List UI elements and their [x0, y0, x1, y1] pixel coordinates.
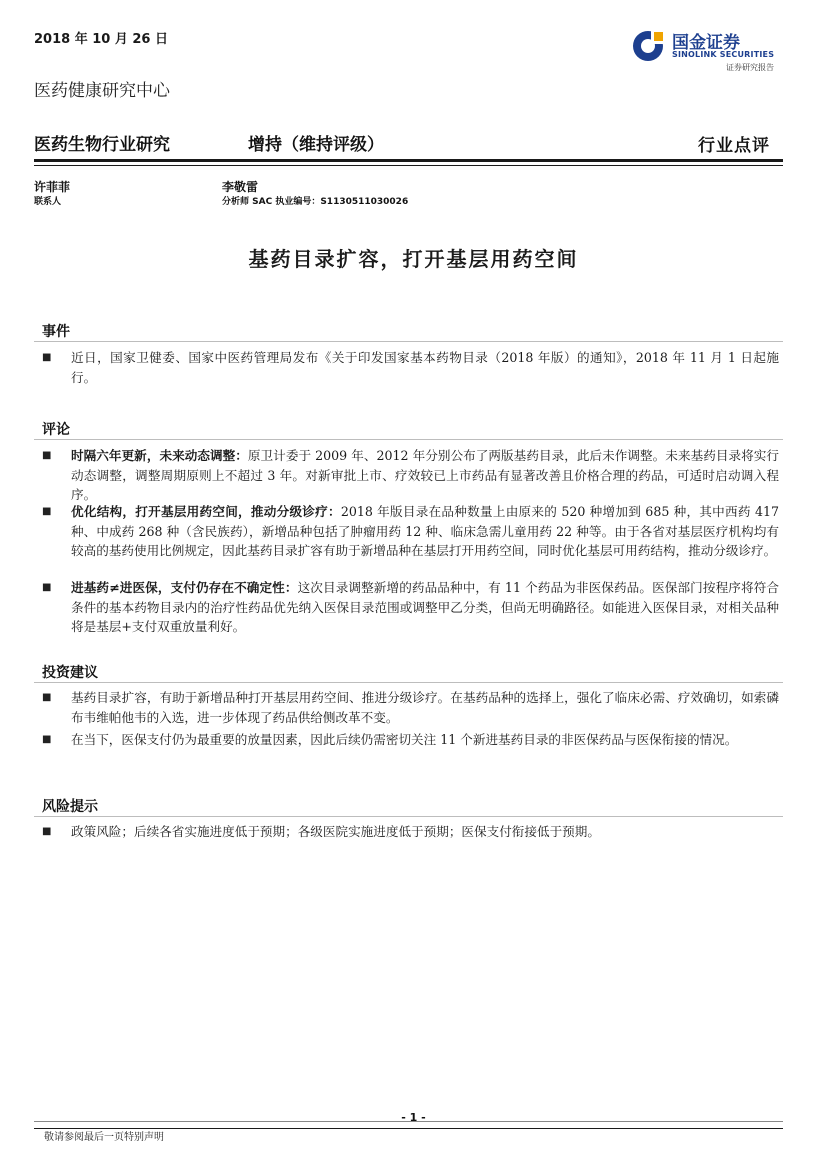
paragraph-text: 原卫计委于 2009 年、2012 年分别公布了两版基药目录，此后未作调整。未来基药目录将实行动态调整，调整周期原则上不超过 3 年。对新审批上市、疗效较已上市药品有显著改善且价格合理的药品，可适时启动调入程序。 [71, 448, 779, 502]
investment-paragraph-2 [71, 730, 779, 750]
bullet-icon: ■ [42, 506, 52, 517]
section-title-comment: 评论 [42, 422, 70, 438]
paragraph-text: 这次目录调整新增的药品品种中，有 11 个药品为非医保药品。医保部门按程序将符合条件的基本药物目录内的治疗性药品优先纳入医保目录范围或调整甲乙分类，但尚无明确路径。如能进入医保目录，对相关品种将是基层+支付双重放量利好。 [71, 580, 779, 634]
comment-paragraph-3 [71, 578, 779, 637]
research-center-name: 医药健康研究中心 [34, 81, 170, 101]
paragraph-lead: 优化结构，打开基层用药空间，推动分级诊疗： [71, 504, 341, 519]
investment-paragraph-1 [71, 688, 779, 727]
comment-paragraph-1 [71, 446, 779, 505]
paragraph-lead: 时隔六年更新，未来动态调整： [71, 448, 248, 463]
comment-paragraph-2 [71, 502, 779, 561]
logo-subtitle: 证券研究报告 [726, 63, 774, 72]
section-title-risk: 风险提示 [42, 799, 98, 815]
bullet-icon: ■ [42, 692, 52, 703]
bullet-icon: ■ [42, 826, 52, 837]
company-logo [630, 26, 790, 76]
logo-chinese-name: 国金证券 [672, 33, 740, 53]
event-paragraph [71, 348, 779, 387]
paragraph-lead: 进基药≠进医保，支付仍存在不确定性： [71, 580, 298, 595]
section-title-investment: 投资建议 [42, 665, 98, 681]
report-type: 行业点评 [698, 136, 770, 156]
bullet-icon: ■ [42, 352, 52, 363]
risk-paragraph [71, 822, 779, 842]
section-divider [34, 439, 783, 440]
section-divider [34, 816, 783, 817]
header-divider [34, 159, 783, 162]
section-divider [34, 341, 783, 342]
section-divider [34, 682, 783, 683]
header-divider-thin [34, 165, 783, 166]
paragraph-text: 近日，国家卫健委、国家中医药管理局发布《关于印发国家基本药物目录（2018 年版）的通知》，2018 年 11 月 1 日起施行。 [71, 350, 779, 385]
bullet-icon: ■ [42, 450, 52, 461]
sector-title: 医药生物行业研究 [34, 135, 170, 155]
author-name: 许菲菲 [34, 180, 71, 194]
report-headline: 基药目录扩容，打开基层用药空间 [248, 247, 579, 271]
bullet-icon: ■ [42, 734, 52, 745]
footer-disclaimer: 敬请参阅最后一页特别声明 [44, 1132, 164, 1143]
author-role: 联系人 [34, 197, 62, 207]
paragraph-text: 2018 年版目录在品种数量上由原来的 520 种增加到 685 种，其中西药 417 种、中成药 268 种（含民族药），新增品种包括了肿瘤用药 12 种、临床急需儿童用药 22 种等。由于各省对基层医疗机构均有较高的基药使用比例规定，因此基药目录扩容有助于新增品种在基层打开用药空间，同时优化基层可用药结构，推动分级诊疗。 [71, 504, 780, 558]
paragraph-text: 政策风险；后续各省实施进度低于预期；各级医院实施进度低于预期；医保支付衔接低于预期。 [71, 824, 600, 839]
report-date: 2018 年 10 月 26 日 [34, 32, 168, 47]
paragraph-text: 基药目录扩容，有助于新增品种打开基层用药空间、推进分级诊疗。在基药品种的选择上，强化了临床必需、疗效确切，如索磷布韦维帕他韦的入选，进一步体现了药品供给侧改革不变。 [71, 690, 779, 725]
analyst-role: 分析师 SAC 执业编号：S1130511030026 [222, 197, 409, 207]
section-title-event: 事件 [42, 324, 70, 340]
rating-label: 增持（维持评级） [248, 135, 384, 155]
analyst-name: 李敬雷 [222, 180, 259, 194]
page-number: - 1 - [401, 1111, 426, 1124]
logo-mark-icon [630, 26, 668, 64]
paragraph-text: 在当下，医保支付仍为最重要的放量因素，因此后续仍需密切关注 11 个新进基药目录的非医保药品与医保衔接的情况。 [71, 732, 738, 747]
logo-english-name: SINOLINK SECURITIES [672, 50, 775, 59]
bullet-icon: ■ [42, 582, 52, 593]
